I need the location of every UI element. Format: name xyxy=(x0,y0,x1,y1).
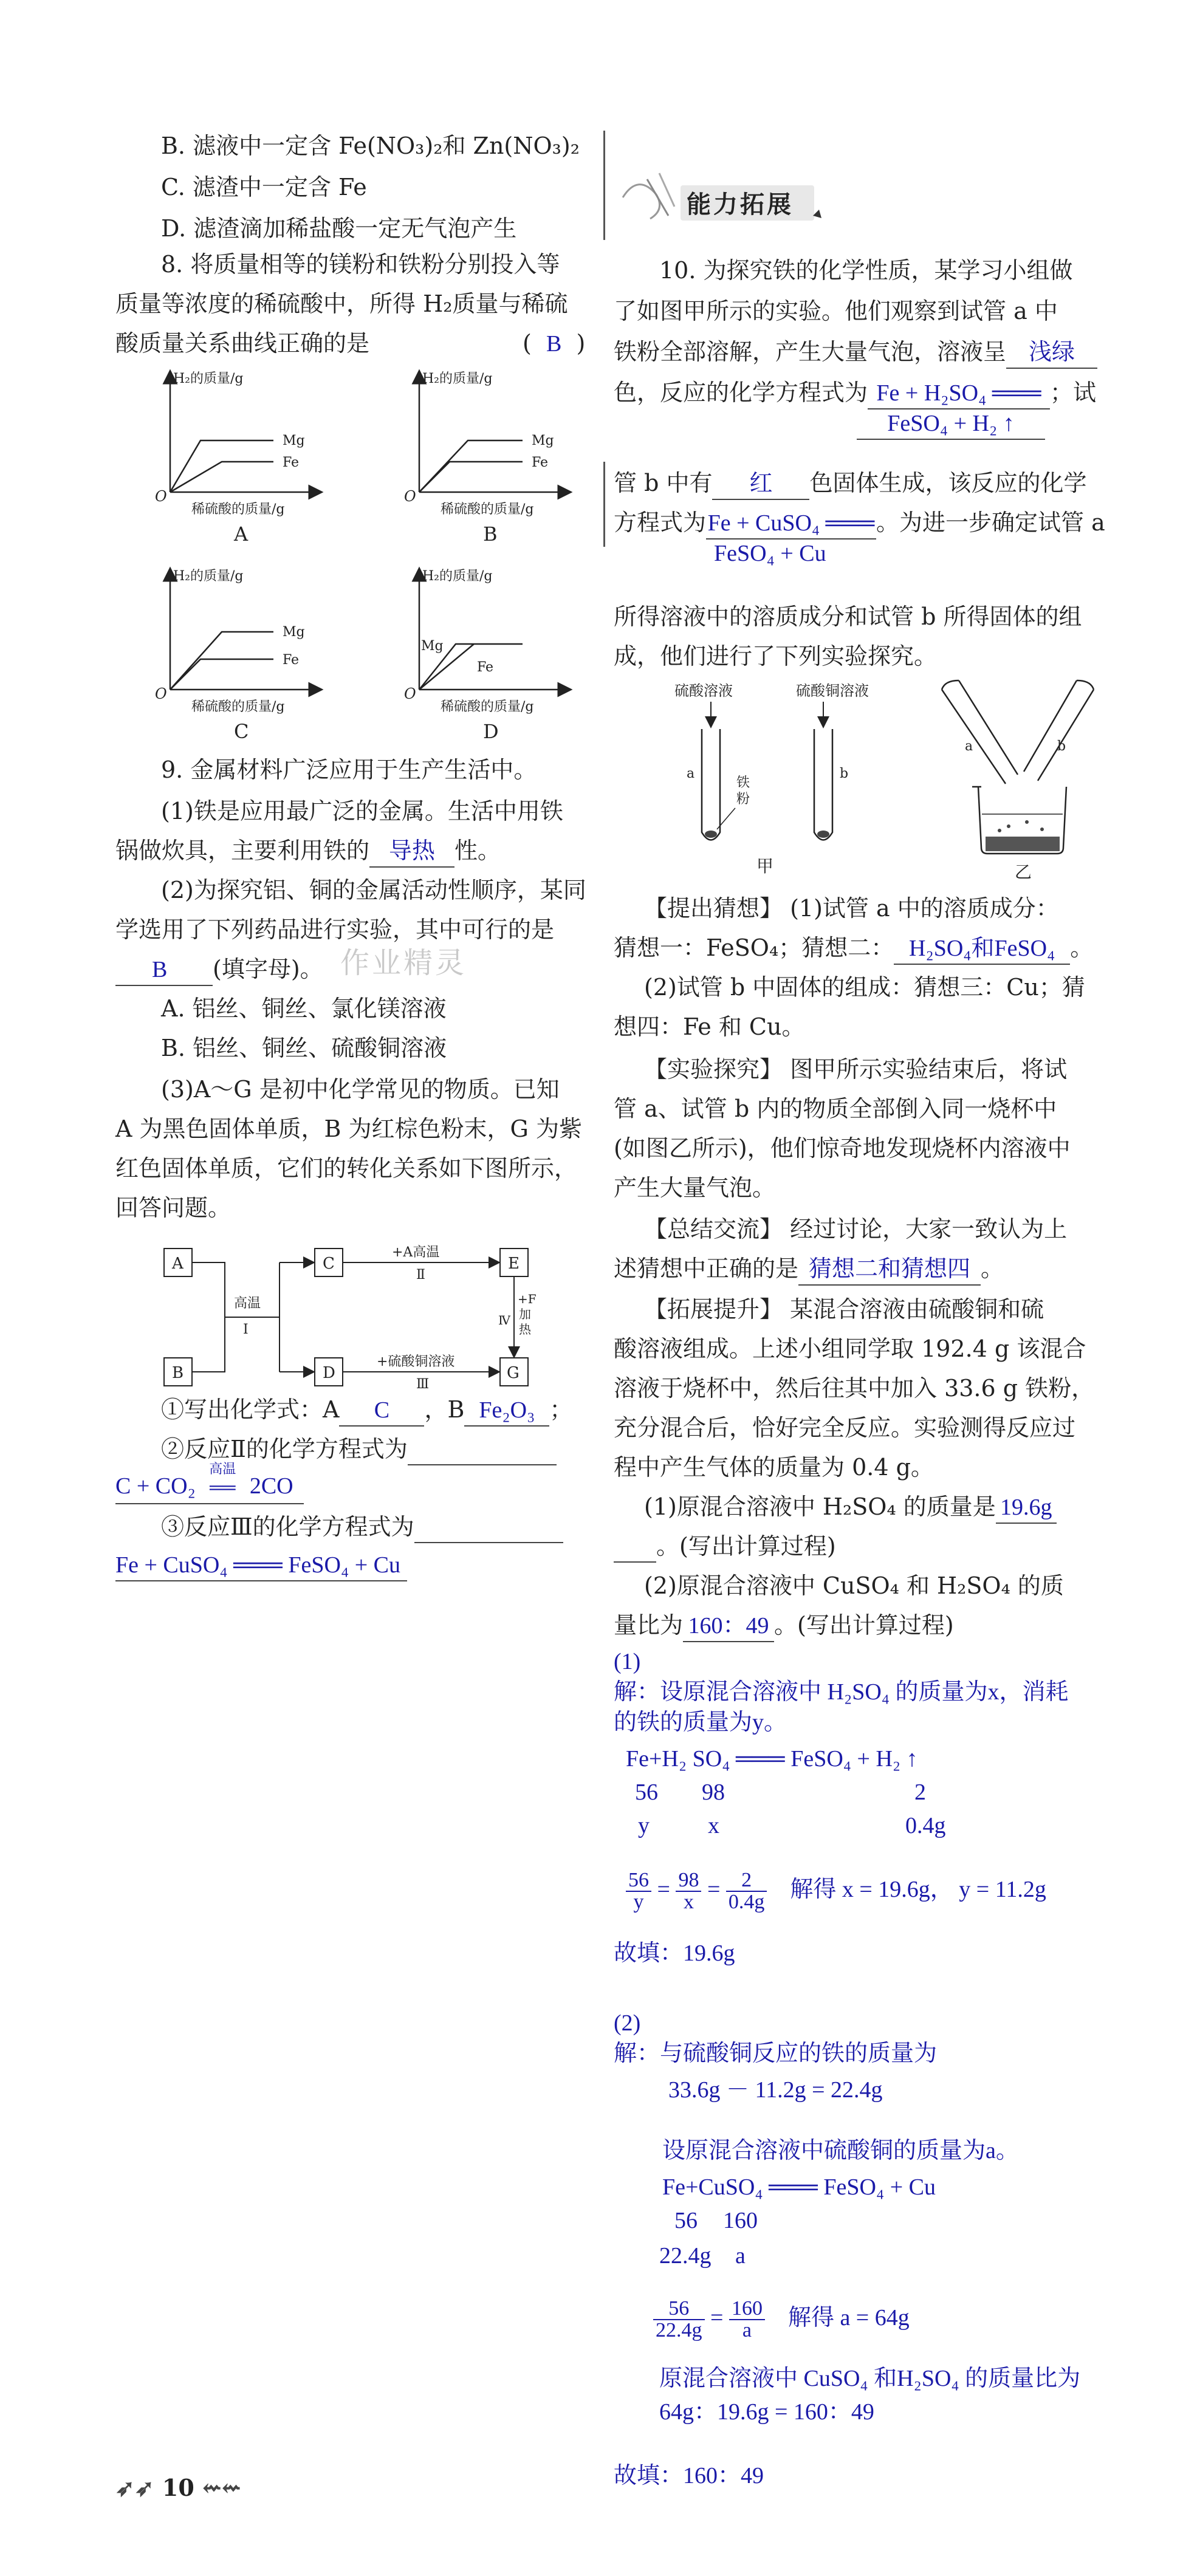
q9-3-1-text-a: ①写出化学式：A xyxy=(161,1396,340,1423)
q9-1-line2 xyxy=(115,835,501,868)
q10-line3 xyxy=(614,337,1097,369)
q10-line3-text: 铁粉全部溶解，产生大量气泡，溶液呈 xyxy=(614,338,1007,365)
graph-b-origin: O xyxy=(404,488,416,505)
sum-line2-tail: 。 xyxy=(981,1255,1004,1282)
q10-line5-text: 管 b 中有 xyxy=(614,470,713,496)
column-divider-2 xyxy=(603,462,605,547)
graph-d-mg: Mg xyxy=(421,639,444,654)
option-c: C. 滤渣中一定含 Fe xyxy=(161,174,367,200)
q8-answer: B xyxy=(546,331,562,357)
reaction-iii: Ⅲ xyxy=(416,1377,430,1391)
reaction-i-cond: 高温 xyxy=(234,1296,261,1311)
solution-2-mass1: 56 xyxy=(674,2208,698,2233)
q10-line7: 所得溶液中的溶质成分和试管 b 所得固体的组 xyxy=(614,603,1082,630)
solution-2-line5: 64g：19.6g = 160：49 xyxy=(659,2399,874,2425)
graph-d-label: D xyxy=(483,720,499,743)
q9-3-1 xyxy=(161,1394,572,1427)
q10-line6 xyxy=(614,507,1105,540)
sol2-frac2-den: a xyxy=(742,2319,752,2342)
fig-iron-1: 铁 xyxy=(736,775,750,790)
q9-2-option-b: B. 铝丝、铜丝、硫酸铜溶液 xyxy=(161,1035,447,1061)
q9-3-3 xyxy=(161,1512,563,1543)
sol1-frac1-num: 56 xyxy=(626,1870,651,1892)
test-tube-a xyxy=(702,729,720,840)
guess-answer: H₂SO₄和FeSO₄ xyxy=(894,933,1070,965)
column-divider-1 xyxy=(603,131,605,240)
q9-3-line1: (3)A～G 是初中化学常见的物质。已知 xyxy=(161,1076,560,1103)
ext-2-answer: 160：49 xyxy=(683,1611,774,1642)
graph-a-ylabel: H₂的质量/g xyxy=(173,371,244,386)
q8-line1: 8. 将质量相等的镁粉和铁粉分别投入等 xyxy=(161,251,560,278)
reaction-iv-cond3: 热 xyxy=(519,1322,531,1337)
sol1-frac3-den: 0.4g xyxy=(728,1891,765,1914)
graph-d-xlabel: 稀硫酸的质量/g xyxy=(441,699,534,714)
ext-line1: 【拓展提升】 某混合溶液由硫酸铜和硫 xyxy=(644,1296,1044,1323)
q9-2-answer: B xyxy=(115,954,213,986)
test-tube-b xyxy=(814,729,832,840)
q9-2-tail: (填字母)。 xyxy=(213,956,323,982)
sol1-frac2-den: x xyxy=(683,1891,694,1914)
sol1-frac1-den: y xyxy=(633,1891,644,1914)
graph-d-ylabel: H₂的质量/g xyxy=(422,569,493,584)
q9-3-3-answer xyxy=(115,1549,407,1581)
experiment-figure xyxy=(668,677,1130,884)
graph-c-mg: Mg xyxy=(283,625,305,640)
node-e: E xyxy=(508,1255,519,1273)
q10-line4 xyxy=(614,377,1096,409)
solution-1-equation: Fe+H₂ SO₄ ═══ FeSO₄ + H₂ ↑ xyxy=(626,1746,918,1772)
exp-line2: 管 a、试管 b 内的物质全部倒入同一烧杯中 xyxy=(614,1095,1057,1122)
guess-line4: 想四：Fe 和 Cu。 xyxy=(614,1013,805,1040)
fig-yi: 乙 xyxy=(1015,862,1032,882)
ext-2-line1: (2)原混合溶液中 CuSO₄ 和 H₂SO₄ 的质 xyxy=(644,1572,1064,1599)
solution-1-mass3: 2 xyxy=(914,1780,926,1805)
reaction-iv-cond2: 加 xyxy=(519,1307,531,1321)
node-b: B xyxy=(172,1364,184,1382)
solution-2-line1: 解：与硫酸铜反应的铁的质量为 xyxy=(614,2041,938,2066)
graph-b-mg-curve xyxy=(419,440,523,492)
ext-2-tail: 。(写出计算过程) xyxy=(774,1612,954,1639)
graph-b-xlabel: 稀硫酸的质量/g xyxy=(441,502,534,517)
solution-1-var3: 0.4g xyxy=(905,1813,946,1838)
graph-b-fe: Fe xyxy=(532,455,549,470)
solution-2-answer: 故填：160：49 xyxy=(614,2463,764,2489)
q10-answer-eq1-bottom-text: FeSO₄ + H₂ ↑ xyxy=(857,408,1045,440)
sum-answer: 猜想二和猜想四 xyxy=(798,1254,981,1286)
guess-line2 xyxy=(614,933,1093,965)
solution-2-equation: Fe+CuSO₄ ═══ FeSO₄ + Cu xyxy=(662,2174,936,2200)
q8-line2: 质量等浓度的稀硫酸中，所得 H₂质量与稀硫 xyxy=(115,290,568,317)
sol2-result: 解得 a = 64g xyxy=(787,2305,910,2331)
solution-1-head: (1) xyxy=(614,1649,641,1674)
reaction-ii: Ⅱ xyxy=(416,1267,425,1283)
q10-line8: 成，他们进行了下列实验探究。 xyxy=(614,643,938,670)
page-number: ➶➶ 10 ⇜⇜ xyxy=(115,2474,241,2501)
graph-b-ylabel: H₂的质量/g xyxy=(422,371,493,386)
reaction-iv-cond1: +F xyxy=(518,1292,537,1306)
q8-answer-bracket: ( B ) xyxy=(523,330,586,357)
q9-1-tail: 性。 xyxy=(454,837,501,864)
q10-line5 xyxy=(614,468,1087,500)
graph-c-origin: O xyxy=(155,685,167,702)
ext-1-tail xyxy=(614,1531,836,1563)
q10-answer-eq1-bottom xyxy=(857,408,1045,440)
q9-3-2-text: ②反应Ⅱ的化学方程式为 xyxy=(161,1436,408,1462)
guess-line2-tail: 。 xyxy=(1070,934,1094,961)
fig-label-h2so4: 硫酸溶液 xyxy=(674,682,733,699)
sol2-frac2-num: 160 xyxy=(729,2298,765,2320)
graph-b-fe-curve xyxy=(419,462,523,492)
tilted-tube-b xyxy=(1024,680,1094,781)
solution-1-var2: x xyxy=(708,1813,719,1838)
graph-d-origin: O xyxy=(404,685,416,702)
graph-a-label: A xyxy=(234,522,249,546)
q9-3-2-ans-left: C + CO₂ xyxy=(115,1473,196,1499)
graph-b-mg: Mg xyxy=(532,433,554,448)
q10-line4-text: 色，反应的化学方程式为 xyxy=(614,379,868,406)
graph-d-fe: Fe xyxy=(477,660,494,675)
q9-3-1-answer-b: Fe₂O₃ xyxy=(464,1395,549,1427)
guess-line3: (2)试管 b 中固体的组成：猜想三：Cu；猜 xyxy=(644,974,1085,1001)
fig-yi-b: b xyxy=(1057,739,1066,754)
q9-3-1-answer-a: C xyxy=(339,1395,424,1427)
node-g: G xyxy=(507,1364,519,1382)
sum-line1: 【总结交流】 经过讨论，大家一致认为上 xyxy=(644,1216,1068,1242)
q10-line1: 10. 为探究铁的化学性质，某学习小组做 xyxy=(659,257,1073,284)
fig-label-cuso4: 硫酸铜溶液 xyxy=(796,682,869,699)
solution-2-mass2: 160 xyxy=(723,2208,758,2233)
conversion-diagram xyxy=(158,1239,595,1391)
q9-1-text: 锅做炊具，主要利用铁的 xyxy=(115,837,370,864)
q10-answer-color: 浅绿 xyxy=(1006,337,1097,369)
q9-3-line3: 红色固体单质，它们的转化关系如下图所示， xyxy=(115,1155,578,1182)
q10-line4-tail: ；试 xyxy=(1050,379,1097,406)
option-d: D. 滤渣滴加稀盐酸一定无气泡产生 xyxy=(161,215,517,242)
graph-c xyxy=(155,569,316,743)
solution-1-mass1: 56 xyxy=(635,1780,658,1805)
graph-c-xlabel: 稀硫酸的质量/g xyxy=(191,699,285,714)
q10-answer-eq2-bottom-text: FeSO₄ + Cu xyxy=(714,541,826,566)
q9-2-line2: 学选用了下列药品进行实验，其中可行的是 xyxy=(115,916,555,943)
q9-3-2-ans-cond: 高温 xyxy=(209,1461,236,1476)
exp-line4: 产生大量气泡。 xyxy=(614,1174,776,1201)
ext-1 xyxy=(644,1492,1057,1524)
graph-c-mg-curve xyxy=(170,632,273,690)
exp-line1: 【实验探究】 图甲所示实验结束后，将试 xyxy=(644,1056,1068,1083)
solution-2-var1: 22.4g xyxy=(659,2243,712,2269)
q8-graphs xyxy=(109,365,595,753)
graph-a xyxy=(155,371,316,546)
solution-1-line1: 解：设原混合溶液中 H₂SO₄ 的质量为x，消耗 xyxy=(614,1679,1069,1705)
sol2-frac1-den: 22.4g xyxy=(656,2319,702,2342)
q9-3-3-text: ③反应Ⅲ的化学方程式为 xyxy=(161,1513,414,1540)
ext-1-answer: 19.6g xyxy=(996,1492,1057,1524)
ext-2-text: 量比为 xyxy=(614,1612,684,1639)
q10-line5-tail: 色固体生成，该反应的化学 xyxy=(809,470,1087,496)
q9-3-2-answer: C + CO₂ 高温 ══ 2CO xyxy=(115,1470,304,1504)
tilted-tube-a xyxy=(942,680,1018,784)
sum-line2-text: 述猜想中正确的是 xyxy=(614,1255,799,1282)
solution-1-line2: 的铁的质量为y。 xyxy=(614,1710,787,1735)
q9-3-line4: 回答问题。 xyxy=(115,1194,231,1221)
reaction-iv: Ⅳ xyxy=(498,1313,510,1327)
reaction-ii-cond: +A高温 xyxy=(392,1245,440,1260)
solution-2-head: (2) xyxy=(614,2010,641,2036)
page-number-value: 10 xyxy=(162,2474,194,2501)
solution-2-proportion: $\frac{56}{22.4g}$ = $\frac{160}{a}$ 解得 a = 64g xyxy=(653,2293,910,2342)
graph-d xyxy=(404,569,565,743)
q10-answer-eq2-bottom xyxy=(714,538,826,569)
reaction-iii-cond: +硫酸铜溶液 xyxy=(377,1354,455,1369)
section-header xyxy=(614,161,832,228)
graph-a-mg-curve xyxy=(170,440,273,492)
q9-2-line3 xyxy=(115,954,323,986)
graph-b xyxy=(404,371,565,546)
q10-answer-red: 红 xyxy=(712,468,809,500)
graph-a-fe: Fe xyxy=(283,455,300,470)
guess-line2-text: 猜想一：FeSO₄；猜想二： xyxy=(614,934,894,961)
ext-line3: 溶液于烧杯中，然后往其中加入 33.6 g 铁粉， xyxy=(614,1375,1095,1402)
q9-3-1-text-c: ； xyxy=(549,1396,573,1423)
ext-1-tail-text: 。(写出计算过程) xyxy=(656,1533,836,1560)
ext-2-line2 xyxy=(614,1610,954,1642)
section-title: 能力拓展 xyxy=(687,191,794,219)
fig-jia: 甲 xyxy=(756,856,774,876)
solution-2-line4: 原混合溶液中 CuSO₄ 和H₂SO₄ 的质量比为 xyxy=(659,2366,1081,2391)
sol1-frac2-num: 98 xyxy=(676,1870,701,1892)
q9-3-1-text-b: ，B xyxy=(424,1396,465,1423)
graph-c-ylabel: H₂的质量/g xyxy=(173,569,244,584)
node-c: C xyxy=(323,1255,335,1273)
q10-line6-text: 方程式为 xyxy=(614,509,707,536)
reaction-i: Ⅰ xyxy=(243,1322,249,1337)
graph-a-mg: Mg xyxy=(283,433,305,448)
ext-line5: 程中产生气体的质量为 0.4 g。 xyxy=(614,1454,934,1481)
solution-1-var1: y xyxy=(638,1813,650,1838)
solution-2-line3: 设原混合溶液中硫酸铜的质量为a。 xyxy=(662,2138,1019,2163)
solution-1-answer: 故填：19.6g xyxy=(614,1941,735,1966)
node-a: A xyxy=(172,1255,183,1273)
q9-3-3-ans: Fe + CuSO₄ ═══ FeSO₄ + Cu xyxy=(115,1550,407,1581)
graph-a-origin: O xyxy=(155,488,167,505)
sol2-frac1-num: 56 xyxy=(653,2298,705,2320)
solution-1-proportion: $\frac{56}{y}$ = $\frac{98}{x}$ = $\frac{2}{0.4g}$ 解得 x = 19.6g， y = 11.2g xyxy=(626,1865,1046,1914)
fig-yi-a: a xyxy=(965,739,973,754)
option-b: B. 滤液中一定含 Fe(NO₃)₂和 Zn(NO₃)₂ xyxy=(161,132,580,159)
q10-answer-eq1-top: Fe + H₂SO₄ ═══ xyxy=(868,378,1050,409)
graph-c-fe-curve xyxy=(170,659,273,690)
solution-2-line2: 33.6g － 11.2g = 22.4g xyxy=(668,2077,883,2103)
q9-3-line2: A 为黑色固体单质，B 为红棕色粉末，G 为紫 xyxy=(115,1115,582,1142)
guess-line1: 【提出猜想】 (1)试管 a 中的溶质成分： xyxy=(644,895,1059,922)
q9-2-option-a: A. 铝丝、铜丝、氯化镁溶液 xyxy=(161,995,447,1022)
exp-line3: (如图乙所示)，他们惊奇地发现烧杯内溶液中 xyxy=(614,1135,1071,1162)
sol1-frac3-num: 2 xyxy=(726,1870,767,1892)
ext-line2: 酸溶液组成。上述小组同学取 192.4 g 该混合 xyxy=(614,1335,1086,1362)
fig-label-b: b xyxy=(840,766,849,781)
ext-1-text: (1)原混合溶液中 H₂SO₄ 的质量是 xyxy=(644,1493,996,1520)
graph-c-fe: Fe xyxy=(283,653,300,668)
q9-1-line1: (1)铁是应用最广泛的金属。生活中用铁 xyxy=(161,798,563,824)
q8-line3: 酸质量关系曲线正确的是 xyxy=(115,330,370,357)
solution-2-var2: a xyxy=(735,2243,746,2269)
q9-2-line1: (2)为探究铝、铜的金属活动性顺序，某同 xyxy=(161,877,586,903)
q10-line6-tail: 。为进一步确定试管 a xyxy=(876,509,1105,536)
fig-iron-2: 粉 xyxy=(736,792,750,807)
fig-label-a: a xyxy=(687,766,695,781)
q10-answer-eq2-top: Fe + CuSO₄ ═══ xyxy=(706,508,876,540)
graph-a-xlabel: 稀硫酸的质量/g xyxy=(191,502,285,517)
node-d: D xyxy=(323,1364,335,1382)
solution-1-mass2: 98 xyxy=(702,1780,725,1805)
ext-line4: 充分混合后，恰好完全反应。实验测得反应过 xyxy=(614,1414,1076,1441)
watermark: 作业精灵 xyxy=(340,946,467,980)
sum-line2 xyxy=(614,1253,1004,1286)
graph-b-label: B xyxy=(483,522,498,546)
q9-line1: 9. 金属材料广泛应用于生产生活中。 xyxy=(161,756,537,783)
q10-line2: 了如图甲所示的实验。他们观察到试管 a 中 xyxy=(614,298,1058,324)
sol1-result: 解得 x = 19.6g， y = 11.2g xyxy=(790,1877,1046,1902)
q9-1-answer: 导热 xyxy=(369,836,454,868)
graph-c-label: C xyxy=(234,720,249,743)
q9-3-2-ans-right: 2CO xyxy=(249,1473,293,1499)
